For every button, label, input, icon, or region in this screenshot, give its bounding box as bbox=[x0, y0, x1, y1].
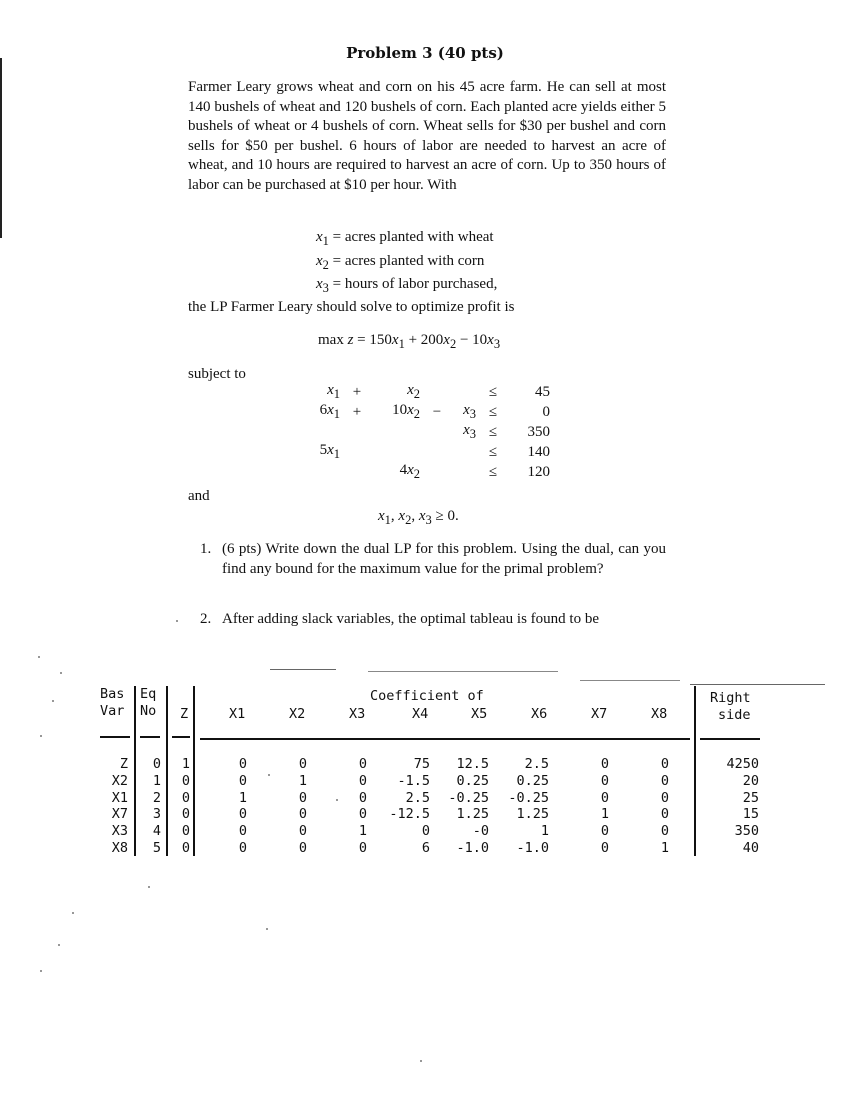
rhs-value: 0 bbox=[542, 403, 550, 420]
question-number: 2. bbox=[200, 611, 212, 627]
question-text: (6 pts) Write down the dual LP for this problem. Using the dual, can you find any bound for the maximum value for the primal problem? bbox=[222, 541, 666, 577]
row-basic-variable: X7 bbox=[111, 806, 128, 823]
row-coefficient-x3: 1 bbox=[358, 823, 367, 840]
scan-speck bbox=[60, 672, 62, 674]
and-label: and bbox=[188, 488, 210, 504]
header-underline bbox=[140, 736, 160, 738]
row-coefficient-x8: 1 bbox=[660, 840, 669, 856]
nonnegativity: $x_1$, $x_2$, $x_3 \ge 0$. bbox=[378, 508, 459, 527]
row-z-coefficient: 0 bbox=[181, 823, 190, 840]
row-coefficient-x4: 75 bbox=[413, 756, 430, 772]
header-coefficient-of: Coefficient of bbox=[370, 688, 484, 704]
relation: ≤ bbox=[488, 443, 498, 460]
term-b: $4x_2$ bbox=[399, 462, 420, 481]
row-equation-number: 5 bbox=[152, 840, 161, 856]
operator bbox=[424, 442, 450, 462]
row-coefficient-x2: 1 bbox=[298, 772, 307, 789]
operator: − bbox=[432, 403, 442, 420]
row-coefficient-x2: 0 bbox=[298, 756, 307, 772]
column-header-x4: X4 bbox=[412, 706, 429, 722]
constraint-row bbox=[300, 462, 554, 482]
row-basic-variable: Z bbox=[119, 756, 128, 772]
operator bbox=[424, 422, 450, 442]
operator: + bbox=[352, 383, 362, 400]
term-b bbox=[370, 442, 424, 462]
row-coefficient-x6: 2.5 bbox=[524, 756, 549, 772]
operator: + bbox=[352, 403, 362, 420]
definition-x3: $x_3$ = hours of labor purchased, bbox=[316, 276, 498, 295]
row-coefficient-x5: 0.25 bbox=[456, 772, 489, 789]
row-z-coefficient: 0 bbox=[181, 772, 190, 789]
question-number: 1. bbox=[200, 541, 212, 557]
scan-edge-mark bbox=[0, 58, 2, 238]
scan-artifact-line bbox=[368, 671, 558, 672]
row-coefficient-x8: 0 bbox=[660, 756, 669, 772]
row-z-coefficient: 1 bbox=[181, 756, 190, 772]
row-z-coefficient: 0 bbox=[181, 789, 190, 806]
row-equation-number: 3 bbox=[152, 806, 161, 823]
relation: ≤ bbox=[488, 463, 498, 480]
column-header-x7: X7 bbox=[591, 706, 608, 722]
row-coefficient-x7: 0 bbox=[600, 789, 609, 806]
operator bbox=[344, 422, 370, 442]
term-c: $x_3$ bbox=[463, 402, 476, 421]
term-b bbox=[370, 422, 424, 442]
term-a: $x_1$ bbox=[327, 382, 340, 401]
scan-speck bbox=[38, 656, 40, 658]
header-underline bbox=[172, 736, 190, 738]
rhs-value: 140 bbox=[527, 443, 550, 460]
row-z-coefficient: 0 bbox=[181, 806, 190, 823]
row-right-side: 25 bbox=[742, 789, 759, 806]
row-coefficient-x1: 0 bbox=[238, 756, 247, 772]
row-coefficient-x7: 0 bbox=[600, 772, 609, 789]
row-coefficient-x6: -0.25 bbox=[508, 789, 549, 806]
objective-function: $\max z = 150x_1 + 200x_2 - 10x_3$ bbox=[318, 332, 501, 351]
row-coefficient-x1: 0 bbox=[238, 823, 247, 840]
scan-speck bbox=[420, 1060, 422, 1062]
header-eqno-line2: No bbox=[140, 703, 157, 719]
row-coefficient-x1: 0 bbox=[238, 840, 247, 856]
row-coefficient-x5: 12.5 bbox=[456, 756, 489, 772]
definition-x1: $x_1$ = acres planted with wheat bbox=[316, 229, 494, 248]
row-coefficient-x5: -0 bbox=[472, 823, 489, 840]
header-rhs-line2: side bbox=[718, 707, 751, 723]
question-text: After adding slack variables, the optimal tableau is found to be bbox=[222, 611, 599, 627]
row-coefficient-x2: 0 bbox=[298, 789, 307, 806]
scan-speck bbox=[176, 620, 178, 622]
term-a: $6x_1$ bbox=[319, 402, 340, 421]
column-header-x1: X1 bbox=[229, 706, 246, 722]
definition-x2: $x_2$ = acres planted with corn bbox=[316, 252, 485, 272]
row-equation-number: 2 bbox=[152, 789, 161, 806]
scan-speck bbox=[268, 774, 270, 776]
row-coefficient-x1: 1 bbox=[238, 789, 247, 806]
column-header-x5: X5 bbox=[471, 706, 488, 722]
operator bbox=[344, 462, 370, 482]
term-c: $x_3$ bbox=[463, 422, 476, 441]
question-2 bbox=[200, 610, 666, 630]
row-coefficient-x3: 0 bbox=[358, 840, 367, 856]
column-divider bbox=[134, 686, 136, 856]
column-header-x8: X8 bbox=[651, 706, 668, 722]
constraint-row bbox=[300, 402, 554, 422]
row-coefficient-x1: 0 bbox=[238, 772, 247, 789]
row-coefficient-x8: 0 bbox=[660, 789, 669, 806]
row-coefficient-x5: -0.25 bbox=[448, 789, 489, 806]
row-right-side: 350 bbox=[734, 823, 759, 840]
term-c bbox=[450, 462, 480, 482]
row-basic-variable: X8 bbox=[111, 840, 128, 856]
row-coefficient-x2: 0 bbox=[298, 806, 307, 823]
row-right-side: 40 bbox=[742, 840, 759, 856]
row-coefficient-x5: -1.0 bbox=[456, 840, 489, 856]
row-coefficient-x5: 1.25 bbox=[456, 806, 489, 823]
subject-to-label: subject to bbox=[188, 366, 246, 382]
row-coefficient-x3: 0 bbox=[358, 756, 367, 772]
operator bbox=[344, 442, 370, 462]
header-underline bbox=[700, 738, 760, 740]
row-basic-variable: X2 bbox=[111, 772, 128, 789]
header-underline bbox=[100, 736, 130, 738]
header-z: Z bbox=[180, 706, 189, 722]
column-divider bbox=[166, 686, 168, 856]
row-right-side: 20 bbox=[742, 772, 759, 789]
row-coefficient-x2: 0 bbox=[298, 823, 307, 840]
row-coefficient-x6: 0.25 bbox=[516, 772, 549, 789]
operator bbox=[424, 462, 450, 482]
column-header-x6: X6 bbox=[531, 706, 548, 722]
row-right-side: 4250 bbox=[726, 756, 759, 772]
problem-intro: Farmer Leary grows wheat and corn on his 45 acre farm. He can sell at most 140 bushels of wheat and 120 bushels of corn. Each planted acre yields either 5 bushels of wheat or 4 bushels of corn. Wheat sells for $30 per bushel and corn sells for $50 per bushel. 6 hours of labor are needed to harvest an acre of wheat, and 10 hours are required to harvest an acre of corn. Up to 350 hours of labor can be purchased at $10 per hour. With bbox=[188, 79, 666, 193]
term-a bbox=[300, 462, 344, 482]
row-coefficient-x7: 0 bbox=[600, 840, 609, 856]
rhs-value: 350 bbox=[527, 423, 550, 440]
scan-speck bbox=[266, 928, 268, 930]
column-divider bbox=[694, 686, 696, 856]
column-divider bbox=[193, 686, 195, 856]
scan-artifact-line bbox=[270, 669, 336, 670]
rhs-value: 120 bbox=[527, 463, 550, 480]
row-equation-number: 0 bbox=[152, 756, 161, 772]
variable-definitions bbox=[316, 228, 497, 299]
column-header-x2: X2 bbox=[289, 706, 306, 722]
row-right-side: 15 bbox=[742, 806, 759, 823]
row-z-coefficient: 0 bbox=[181, 840, 190, 856]
constraint-row bbox=[300, 422, 554, 442]
scan-speck bbox=[148, 886, 150, 888]
term-a: $5x_1$ bbox=[319, 442, 340, 461]
row-equation-number: 4 bbox=[152, 823, 161, 840]
row-coefficient-x3: 0 bbox=[358, 789, 367, 806]
lp-intro: the LP Farmer Leary should solve to optimize profit is bbox=[188, 299, 515, 315]
scan-speck bbox=[72, 912, 74, 914]
scan-speck bbox=[40, 735, 42, 737]
row-coefficient-x6: 1 bbox=[540, 823, 549, 840]
term-c bbox=[450, 442, 480, 462]
scan-speck bbox=[58, 944, 60, 946]
row-coefficient-x7: 1 bbox=[600, 806, 609, 823]
relation: ≤ bbox=[488, 423, 498, 440]
row-coefficient-x7: 0 bbox=[600, 756, 609, 772]
constraint-system bbox=[300, 382, 554, 482]
row-coefficient-x4: 0 bbox=[421, 823, 430, 840]
scan-speck bbox=[40, 970, 42, 972]
operator bbox=[424, 382, 450, 402]
term-b: $10x_2$ bbox=[392, 402, 420, 421]
relation: ≤ bbox=[488, 403, 498, 420]
scan-speck bbox=[336, 799, 338, 801]
term-a bbox=[300, 422, 344, 442]
row-coefficient-x1: 0 bbox=[238, 806, 247, 823]
scan-artifact-line bbox=[580, 680, 680, 681]
row-equation-number: 1 bbox=[152, 772, 161, 789]
row-coefficient-x7: 0 bbox=[600, 823, 609, 840]
row-coefficient-x4: -1.5 bbox=[397, 772, 430, 789]
row-coefficient-x4: -12.5 bbox=[389, 806, 430, 823]
row-coefficient-x8: 0 bbox=[660, 823, 669, 840]
row-coefficient-x8: 0 bbox=[660, 772, 669, 789]
row-coefficient-x6: 1.25 bbox=[516, 806, 549, 823]
row-basic-variable: X1 bbox=[111, 789, 128, 806]
scan-speck bbox=[52, 700, 54, 702]
term-c bbox=[450, 382, 480, 402]
problem-title: Problem 3 (40 pts) bbox=[346, 44, 504, 62]
header-basvar-line1: Bas bbox=[100, 686, 125, 702]
row-coefficient-x6: -1.0 bbox=[516, 840, 549, 856]
row-coefficient-x4: 2.5 bbox=[405, 789, 430, 806]
header-underline bbox=[200, 738, 690, 740]
row-coefficient-x3: 0 bbox=[358, 772, 367, 789]
column-header-x3: X3 bbox=[349, 706, 366, 722]
row-coefficient-x4: 6 bbox=[421, 840, 430, 856]
header-rhs-line1: Right bbox=[710, 690, 751, 706]
term-b: $x_2$ bbox=[407, 382, 420, 401]
row-basic-variable: X3 bbox=[111, 823, 128, 840]
question-1 bbox=[200, 540, 666, 579]
constraint-row bbox=[300, 382, 554, 402]
rhs-value: 45 bbox=[535, 383, 550, 400]
relation: ≤ bbox=[488, 383, 498, 400]
constraint-row bbox=[300, 442, 554, 462]
header-basvar-line2: Var bbox=[100, 703, 125, 719]
row-coefficient-x3: 0 bbox=[358, 806, 367, 823]
scan-artifact-line bbox=[690, 684, 825, 685]
row-coefficient-x2: 0 bbox=[298, 840, 307, 856]
header-eqno-line1: Eq bbox=[140, 686, 157, 702]
row-coefficient-x8: 0 bbox=[660, 806, 669, 823]
